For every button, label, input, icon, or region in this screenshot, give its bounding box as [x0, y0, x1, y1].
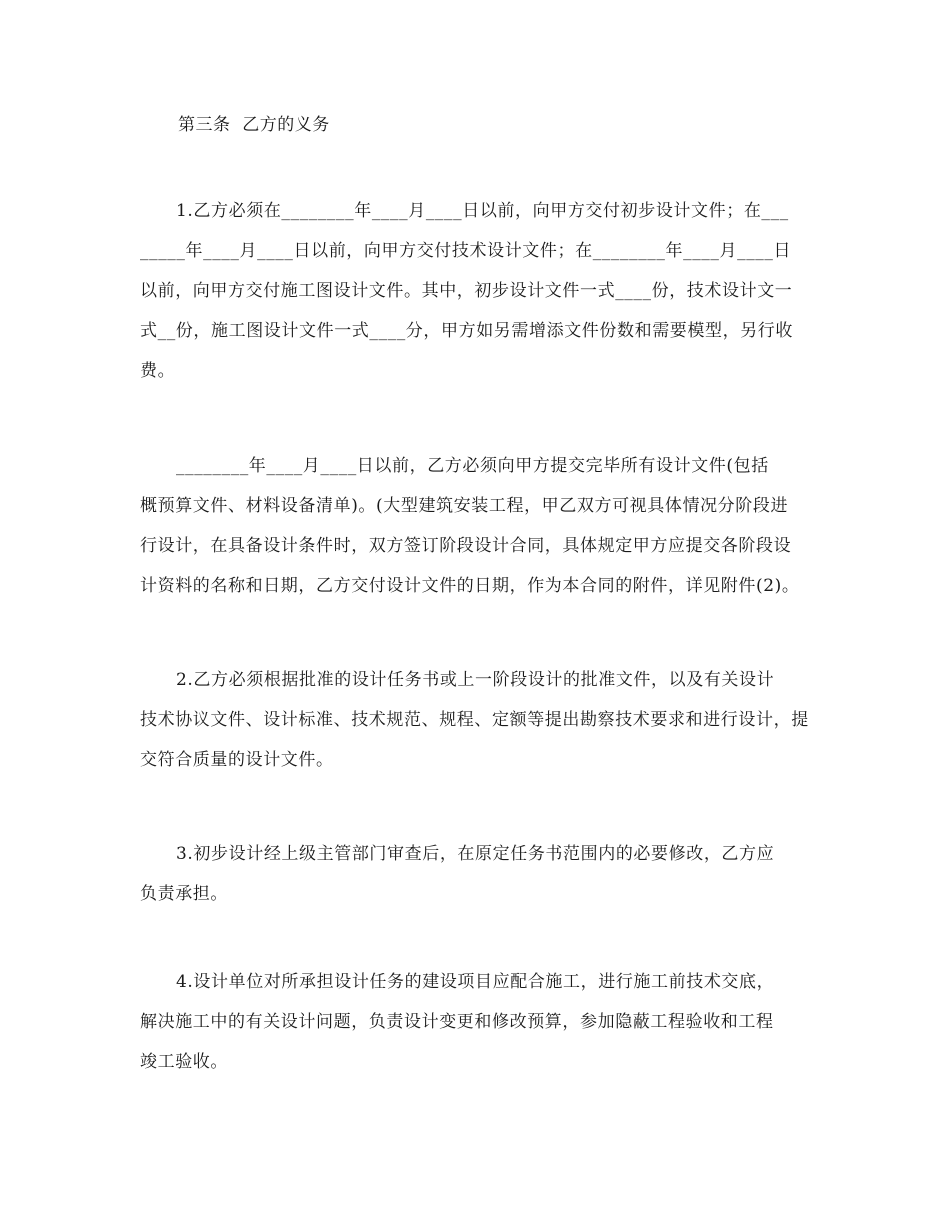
paragraph-4 — [140, 834, 815, 914]
paragraph-line: _____年____月____日以前，向甲方交付技术设计文件；在________年____月____日 — [140, 241, 792, 261]
paragraph-line: 1.乙方必须在________年____月____日以前，向甲方交付初步设计文件；在___ — [176, 201, 789, 221]
paragraph-line: 行设计，在具备设计条件时，双方签订阶段设计合同，具体规定甲方应提交各阶段设 — [140, 536, 792, 556]
paragraph-line: 式__份，施工图设计文件一式____分，甲方如另需增添文件份数和需要模型，另行收 — [140, 321, 793, 341]
paragraph-line: ________年____月____日以前，乙方必须向甲方提交完毕所有设计文件(包括 — [176, 456, 769, 476]
paragraph-2 — [140, 446, 815, 606]
paragraph-5 — [140, 962, 815, 1082]
paragraph-line: 3.初步设计经上级主管部门审查后，在原定任务书范围内的必要修改，乙方应 — [176, 844, 775, 864]
paragraph-line: 交符合质量的设计文件。 — [140, 750, 334, 770]
paragraph-line: 计资料的名称和日期，乙方交付设计文件的日期，作为本合同的附件，详见附件(2)。 — [140, 576, 800, 596]
paragraph-line: 概预算文件、材料设备清单)。(大型建筑安装工程，甲乙双方可视具体情况分阶段进 — [140, 496, 789, 516]
paragraph-line: 负责承担。 — [140, 884, 228, 904]
paragraph-line: 竣工验收。 — [140, 1052, 228, 1072]
paragraph-line: 费。 — [140, 361, 176, 381]
paragraph-3 — [140, 660, 815, 780]
paragraph-line: 以前，向甲方交付施工图设计文件。其中，初步设计文件一式____份，技术设计文一 — [140, 281, 793, 301]
paragraph-line: 技术协议文件、设计标准、技术规范、规程、定额等提出勘察技术要求和进行设计，提 — [140, 710, 809, 730]
paragraph-line: 4.设计单位对所承担设计任务的建设项目应配合施工，进行施工前技术交底， — [176, 972, 775, 992]
section-heading: 第三条 乙方的义务 — [178, 115, 330, 135]
paragraph-1 — [140, 191, 815, 391]
paragraph-line: 解决施工中的有关设计问题，负责设计变更和修改预算，参加隐蔽工程验收和工程 — [140, 1012, 774, 1032]
paragraph-line: 2.乙方必须根据批准的设计任务书或上一阶段设计的批准文件，以及有关设计 — [176, 670, 775, 690]
